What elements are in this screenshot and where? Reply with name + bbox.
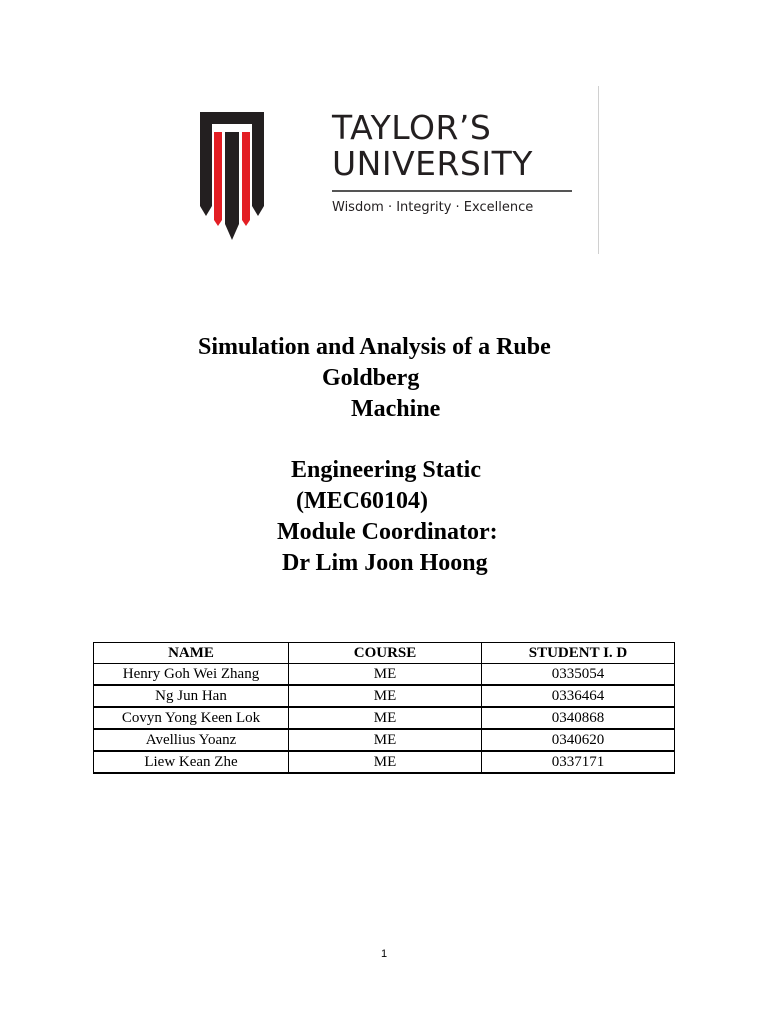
student-course: ME (289, 707, 482, 729)
taylors-logo-emblem (200, 112, 264, 242)
student-name: Liew Kean Zhe (94, 751, 289, 773)
student-id: 0337171 (482, 751, 675, 773)
table-row (94, 729, 675, 751)
student-id: 0336464 (482, 685, 675, 707)
table-row (94, 664, 675, 686)
student-course: ME (289, 685, 482, 707)
university-tagline: Wisdom · Integrity · Excellence (332, 200, 534, 215)
vertical-divider (598, 86, 599, 254)
header-course: COURSE (289, 643, 482, 664)
coordinator-label: Module Coordinator: (277, 519, 498, 545)
student-name: Henry Goh Wei Zhang (94, 664, 289, 686)
university-name (332, 110, 582, 182)
student-course: ME (289, 751, 482, 773)
student-table (93, 642, 675, 774)
student-name: Avellius Yoanz (94, 729, 289, 751)
header-name: NAME (94, 643, 289, 664)
report-title-line2: Goldberg (322, 365, 420, 391)
emblem-right-column (252, 124, 264, 216)
logo-divider (332, 190, 572, 192)
course-name: Engineering Static (291, 457, 481, 483)
course-code: (MEC60104) (296, 488, 428, 514)
emblem-left-column (200, 124, 212, 216)
table-row (94, 685, 675, 707)
emblem-center-column (225, 132, 239, 240)
coordinator-name: Dr Lim Joon Hoong (282, 550, 488, 576)
table-row (94, 751, 675, 773)
report-title-line3: Machine (351, 396, 441, 422)
student-course: ME (289, 664, 482, 686)
report-title-block (120, 332, 680, 579)
emblem-top-bar (200, 112, 264, 124)
table-header-row (94, 643, 675, 664)
university-name-line2: UNIVERSITY (332, 144, 533, 183)
university-name-line1: TAYLOR’S (332, 108, 492, 147)
student-course: ME (289, 729, 482, 751)
emblem-left-red (214, 132, 222, 226)
student-name: Ng Jun Han (94, 685, 289, 707)
page-number: 1 (380, 948, 388, 960)
emblem-right-red (242, 132, 250, 226)
student-id: 0340868 (482, 707, 675, 729)
report-title-line1: Simulation and Analysis of a Rube (198, 334, 551, 360)
table-row (94, 707, 675, 729)
student-name: Covyn Yong Keen Lok (94, 707, 289, 729)
header-student-id: STUDENT I. D (482, 643, 675, 664)
student-id: 0335054 (482, 664, 675, 686)
student-id: 0340620 (482, 729, 675, 751)
